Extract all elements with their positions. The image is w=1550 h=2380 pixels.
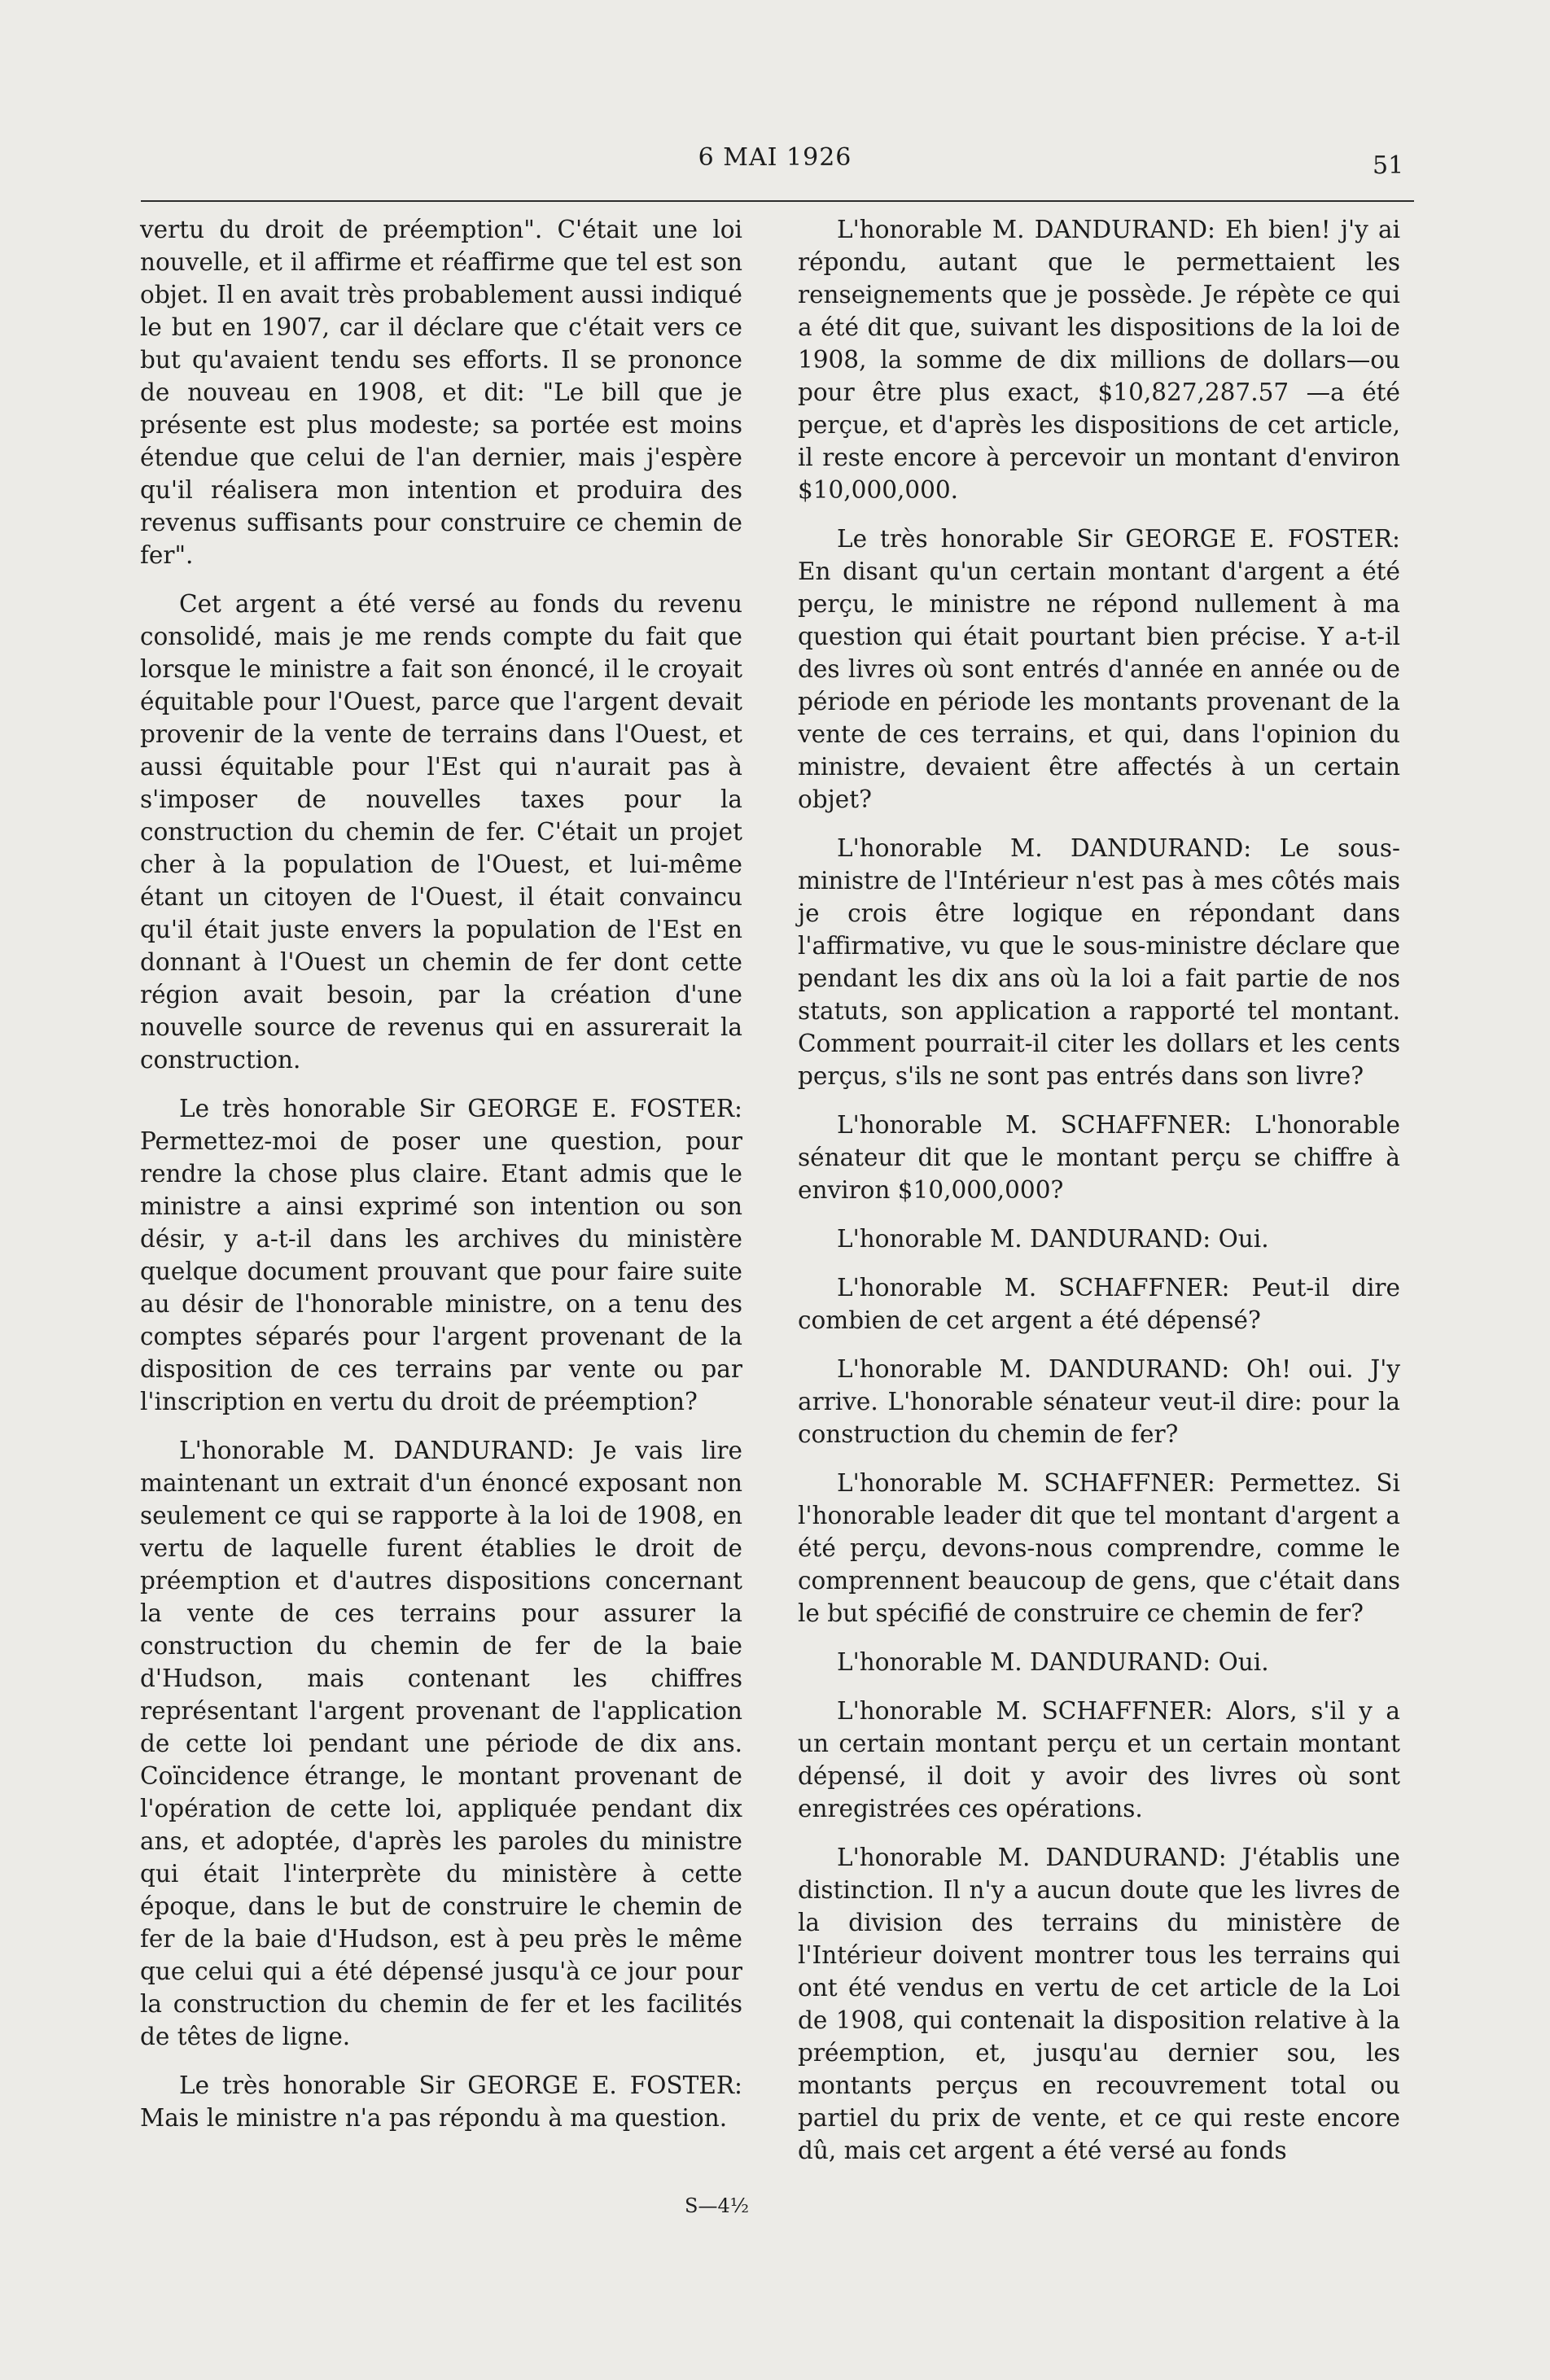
signature-mark: S—4½ [685,2194,749,2217]
paragraph: L'honorable M. DANDURAND: Eh bien! j'y ai répondu, autant que le permettaient les renseignements que je possède. Je répète ce qui a été dit que, suivant les dispositions de la loi de 1908, la somme de dix millions de dollars—ou pour être plus exact, $10,827,287.57 —a été perçue, et d'après les dispositions de cet article, il reste encore à percevoir un montant d'environ $10,000,000. [798,216,1400,504]
paragraph: Le très honorable Sir GEORGE E. FOSTER: Permettez-moi de poser une question, pour rendre la chose plus claire. Etant admis que le ministre a ainsi exprimé son intention ou son désir, y a-t-il dans les archives du ministère quelque document prouvant que pour faire suite au désir de l'honorable ministre, on a tenu des comptes séparés pour l'argent provenant de la disposition de ces terrains par vente ou par l'inscription en vertu du droit de préemption? [140,1095,742,1415]
paragraph: vertu du droit de préemption". C'était une loi nouvelle, et il affirme et réaffirme que tel est son objet. Il en avait très probablement aussi indiqué le but en 1907, car il déclare que c'était vers ce but qu'avaient tendu ses efforts. Il se prononce de nouveau en 1908, et dit: "Le bill que je présente est plus modeste; sa portée est moins étendue que celui de l'an dernier, mais j'espère qu'il réalisera mon intention et produira des revenus suffisants pour construire ce chemin de fer". [140,216,742,569]
paragraph: Cet argent a été versé au fonds du revenu consolidé, mais je me rends compte du fait que lorsque le ministre a fait son énoncé, il le croyait équitable pour l'Ouest, parce que l'argent devait provenir de la vente de terrains dans l'Ouest, et aussi équitable pour l'Est qui n'aurait pas à s'imposer de nouvelles taxes pour la construction du chemin de fer. C'était un projet cher à la population de l'Ouest, et lui-même étant un citoyen de l'Ouest, il était convaincu qu'il était juste envers la population de l'Est en donnant à l'Ouest un chemin de fer dont cette région avait besoin, par la création d'une nouvelle source de revenus qui en assurerait la construction. [140,590,742,1074]
paragraph: L'honorable M. DANDURAND: J'établis une distinction. Il n'y a aucun doute que les livres de la division des terrains du ministère de l'Intérieur doivent montrer tous les terrains qui ont été vendus en vertu de cet article de la Loi de 1908, qui contenait la disposition relative à la préemption, et, jusqu'au dernier sou, les montants perçus en recouvrement total ou partiel du prix de vente, et ce qui reste encore dû, mais cet argent a été versé au fonds [798,1844,1400,2164]
left-column [140,213,742,2150]
page-date: 6 MAI 1926 [698,143,852,172]
paragraph: L'honorable M. SCHAFFNER: Alors, s'il y a un certain montant perçu et un certain montant dépensé, il doit y avoir des livres où sont enregistrées ces opérations. [798,1697,1400,1822]
paragraph: Le très honorable Sir GEORGE E. FOSTER: En disant qu'un certain montant d'argent a été perçu, le ministre ne répond nullement à ma question qui était pourtant bien précise. Y a-t-il des livres où sont entrés d'année en année ou de période en période les montants provenant de la vente de ces terrains, et qui, dans l'opinion du ministre, devaient être affectés à un certain objet? [798,525,1400,813]
paragraph: L'honorable M. SCHAFFNER: Permettez. Si l'honorable leader dit que tel montant d'argent a été perçu, devons-nous comprendre, comme le comprennent beaucoup de gens, que c'était dans le but spécifié de construire ce chemin de fer? [798,1469,1400,1627]
paragraph: L'honorable M. SCHAFFNER: Peut-il dire combien de cet argent a été dépensé? [798,1274,1400,1334]
paragraph: L'honorable M. SCHAFFNER: L'honorable sénateur dit que le montant perçu se chiffre à environ $10,000,000? [798,1111,1400,1204]
paragraph: L'honorable M. DANDURAND: Le sous-ministre de l'Intérieur n'est pas à mes côtés mais je crois être logique en répondant dans l'affirmative, vu que le sous-ministre déclare que pendant les dix ans où la loi a fait partie de nos statuts, son application a rapporté tel montant. Comment pourrait-il citer les dollars et les cents perçus, s'ils ne sont pas entrés dans son livre? [798,834,1400,1090]
paragraph: L'honorable M. DANDURAND: Oh! oui. J'y arrive. L'honorable sénateur veut-il dire: pour la construction du chemin de fer? [798,1355,1400,1448]
paragraph: L'honorable M. DANDURAND: Oui. [837,1648,1269,1676]
page-number: 51 [1373,151,1404,180]
paragraph: L'honorable M. DANDURAND: Je vais lire maintenant un extrait d'un énoncé exposant non seulement ce qui se rapporte à la loi de 1908, en vertu de laquelle furent établies le droit de préemption et d'autres dispositions concernant la vente de ces terrains pour assurer la construction du chemin de fer de la baie d'Hudson, mais contenant les chiffres représentant l'argent provenant de l'application de cette loi pendant une période de dix ans. Coïncidence étrange, le montant provenant de l'opération de cette loi, appliquée pendant dix ans, et adoptée, d'après les paroles du ministre qui était l'interprète du ministère à cette époque, dans le but de construire le chemin de fer de la baie d'Hudson, est à peu près le même que celui qui a été dépensé jusqu'à ce jour pour la construction du chemin de fer et les facilités de têtes de ligne. [140,1437,742,2050]
header-rule [141,200,1414,202]
paragraph: Le très honorable Sir GEORGE E. FOSTER: Mais le ministre n'a pas répondu à ma question. [140,2072,742,2132]
right-column [798,213,1400,2183]
paragraph: L'honorable M. DANDURAND: Oui. [837,1225,1269,1253]
